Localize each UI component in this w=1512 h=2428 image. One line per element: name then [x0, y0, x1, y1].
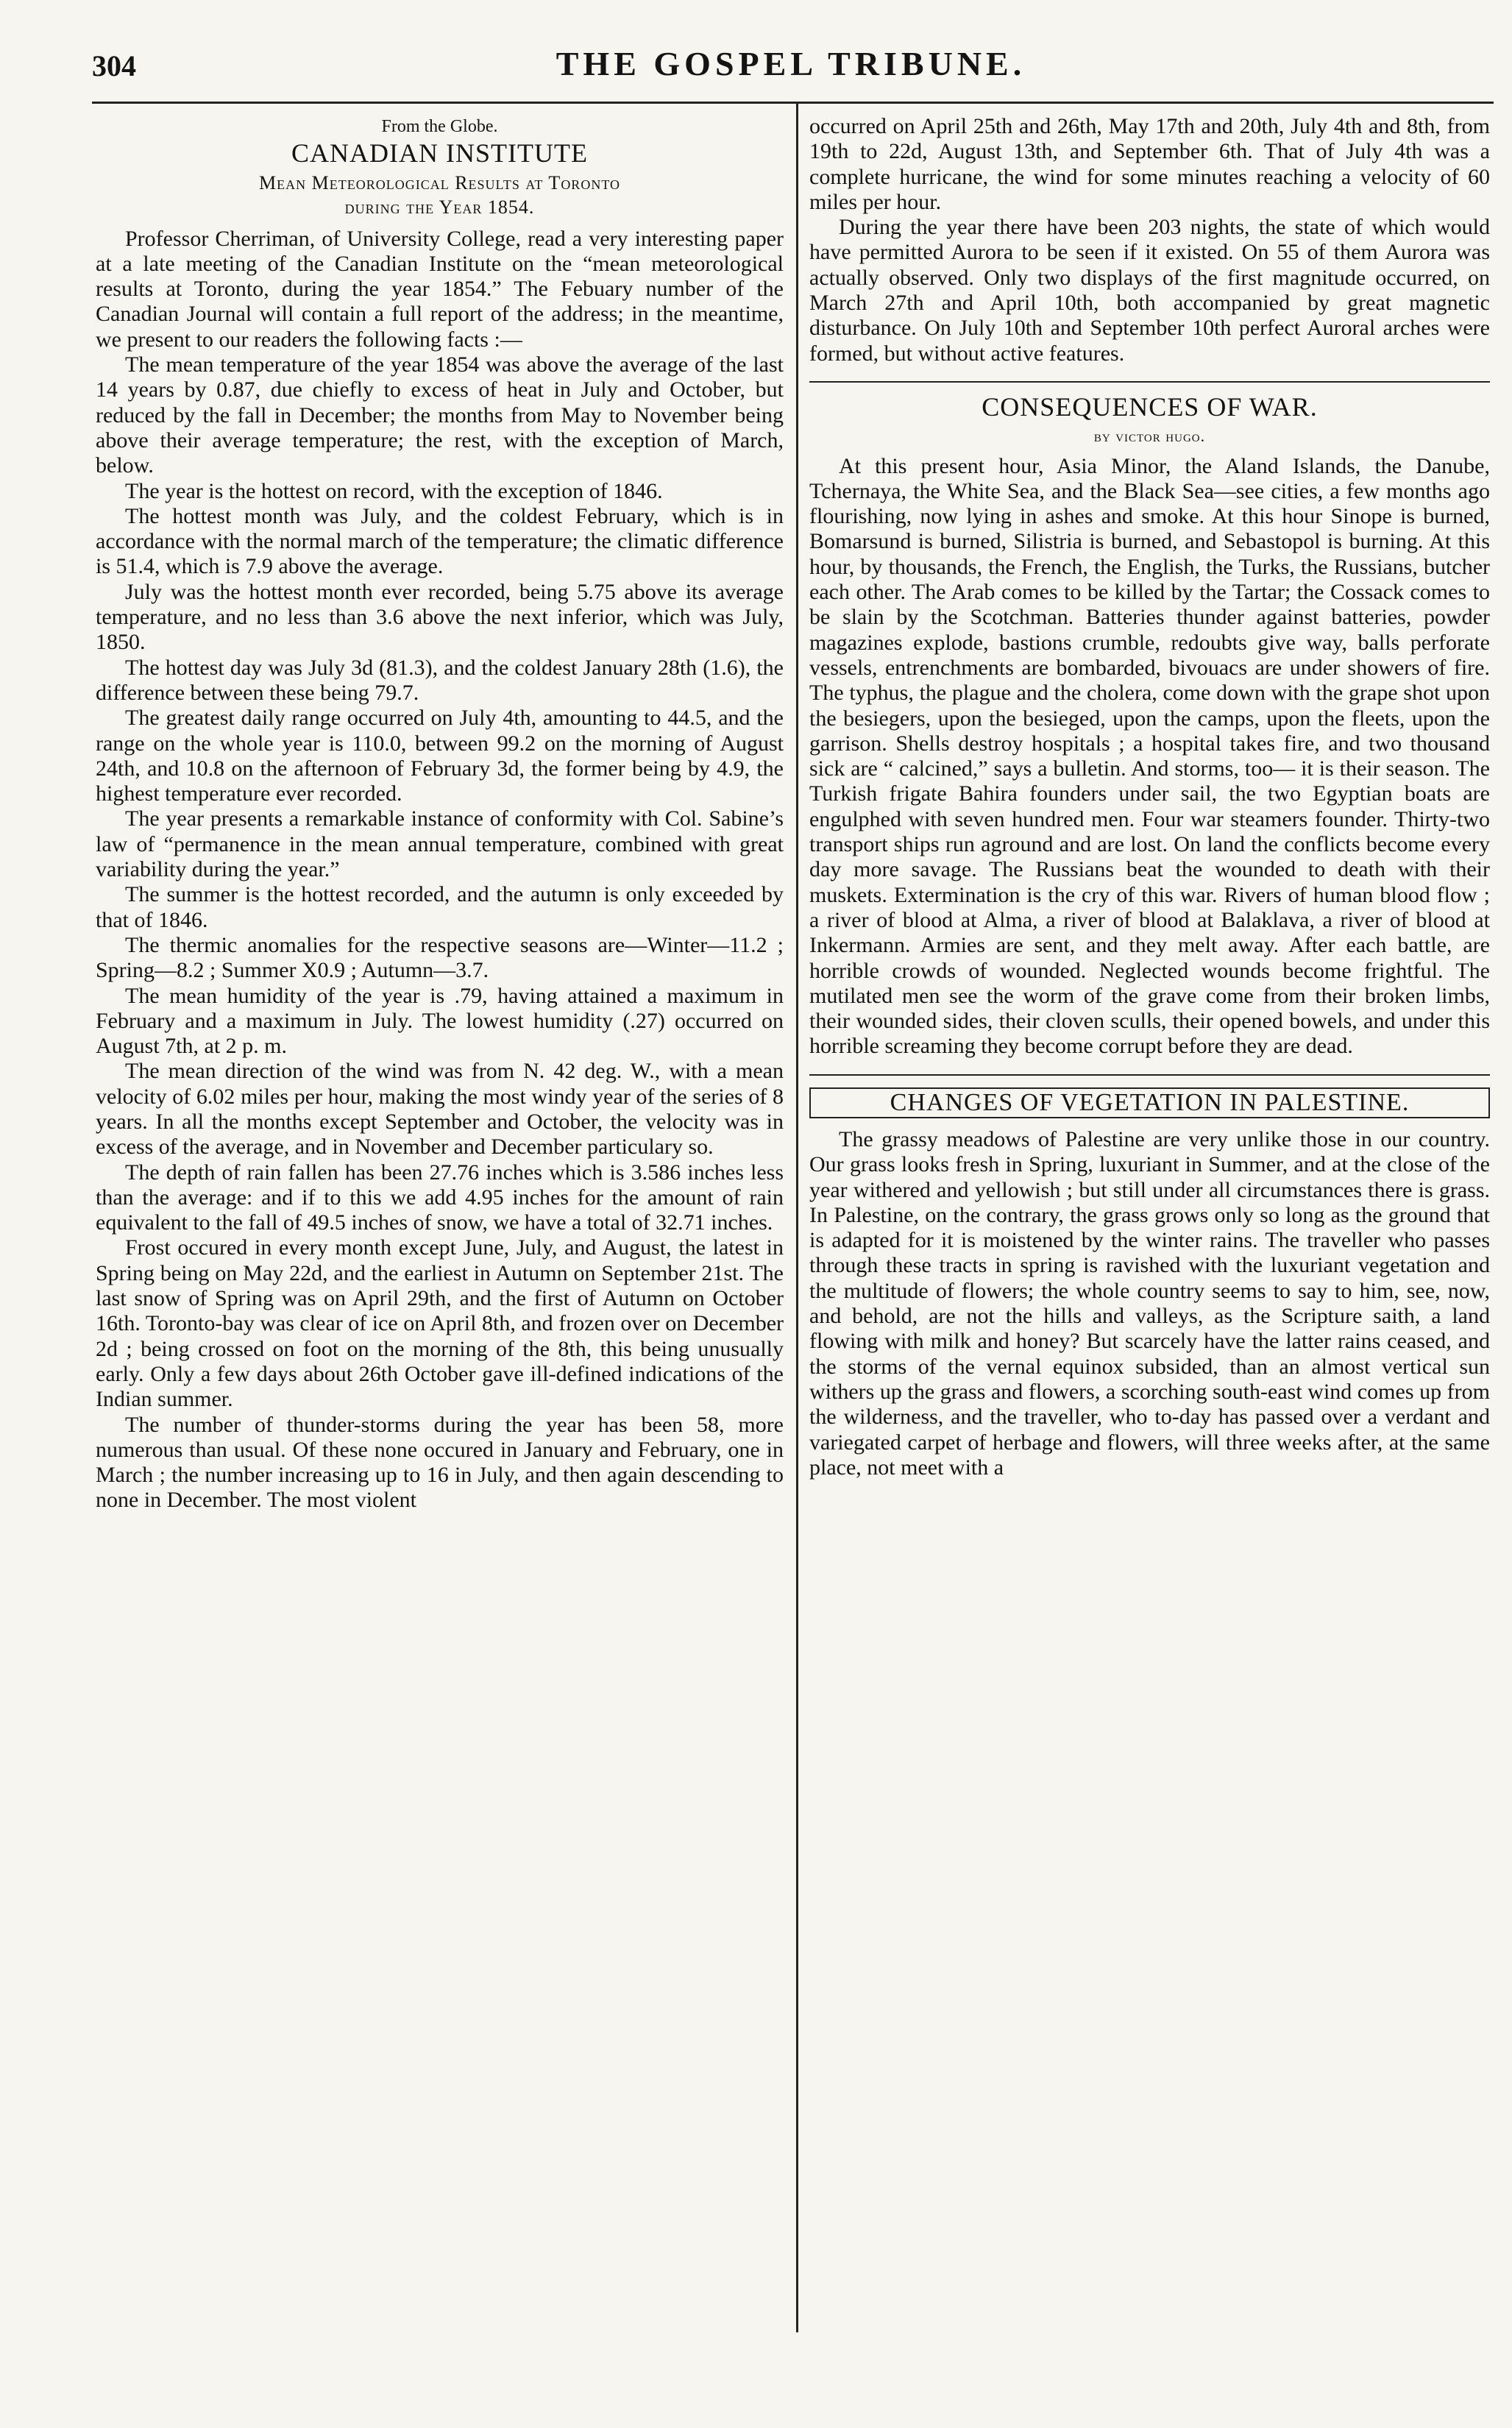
subtitle-line-2: during the Year 1854. [344, 196, 535, 218]
paragraph: The summer is the hottest recorded, and the autumn is only exceeded by that of 1846. [96, 882, 784, 932]
left-column [96, 114, 784, 2336]
right-column [809, 114, 1490, 2336]
article-subtitle [96, 171, 784, 219]
paragraph: July was the hottest month ever recorded, being 5.75 above its average temperature, and no less than 3.6 above the next inferior, which was July, 1850. [96, 579, 784, 655]
section-divider [809, 381, 1490, 383]
paragraph: The thermic anomalies for the respective seasons are—Winter—11.2 ; Spring—8.2 ; Summer X0.9 ; Autumn—3.7. [96, 932, 784, 983]
paragraph: The depth of rain fallen has been 27.76 inches which is 3.586 inches less than the average: and if to this we add 4.95 inches for the amount of rain equivalent to the fall of 49.5 inches of snow, we have a total of 32.71 inches. [96, 1160, 784, 1235]
paragraph: The hottest month was July, and the coldest February, which is in accordance with the normal march of the temperature; the climatic difference is 51.4, which is 7.9 above the average. [96, 503, 784, 579]
article-byline: by victor hugo. [1093, 427, 1206, 446]
article-title-consequences-of-war: CONSEQUENCES OF WAR. [982, 391, 1318, 422]
paragraph: The mean direction of the wind was from N. 42 deg. W., with a mean velocity of 6.02 miles per hour, making the most windy year of the series of 8 years. In all the months except September and October, the velocity was in excess of the average, and in November and December particulary so. [96, 1059, 784, 1160]
paragraph: The number of thunder-storms during the year has been 58, more numerous than usual. Of these none occured in January and February, one in March ; the number increasing up to 16 in July, and then again descending to none in December. The most violent [96, 1412, 784, 1513]
article-title-changes-of-vegetation: CHANGES OF VEGETATION IN PALESTINE. [809, 1087, 1490, 1118]
paragraph: The grassy meadows of Palestine are very unlike those in our country. Our grass looks fresh in Spring, luxuriant in Summer, and at the close of the year withered and yellowish ; but still under all circumstances there is grass. In Palestine, on the contrary, the grass grows only so long as the ground that is adapted for it is moistened by the winter rains. The traveller who passes through these tracts in spring is ravished with the luxuriant vegetation and the multitude of flowers; the whole country seems to say to him, see, now, and behold, are not the hills and valleys, as the Scripture saith, a land flowing with milk and honey? But scarcely have the latter rains ceased, and the storms of the vernal equinox subsided, than an almost vertical sun withers up the grass and flowers, a scorching south-east wind comes up from the wilderness, and the traveller, who to-day has passed over a verdant and variegated carpet of herbage and flowers, will three weeks after, at the same place, not meet with a [809, 1126, 1490, 1480]
paragraph: At this present hour, Asia Minor, the Aland Islands, the Danube, Tchernaya, the White Sea, and the Black Sea—see cities, a few months ago flourishing, now lying in ashes and smoke. At this hour Sinope is burned, Bomarsund is burned, Silistria is burned, and Sebastopol is burning. At this hour, by thousands, the French, the English, the Turks, the Russians, butcher each other. The Arab comes to be killed by the Tartar; the Cossack comes to be slain by the Scotchman. Batteries thunder against batteries, powder magazines explode, bastions crumble, redoubts give way, balls perforate vessels, entrenchments are bombarded, bivouacs are under showers of fire. The typhus, the plague and the cholera, come down with the grape shot upon the besiegers, upon the besieged, upon the camps, upon the fleets, upon the garrison. Shells destroy hospitals ; a hospital takes fire, and two thousand sick are “ calcined,” says a bulletin. And storms, too— it is their season. The Turkish frigate Bahira founders under sail, the two Egyptian boats are engulphed with seven hundred men. Four war steamers founder. Thirty-two transport ships run aground and are lost. On land the conflicts become every day more savage. The Russians beat the wounded to death with their muskets. Extermination is the cry of this war. Rivers of human blood flow ; a river of blood at Alma, a river of blood at Balaklava, a river of blood at Inkermann. Armies are sent, and they melt away. After each battle, are horrible crowds of wounded. Neglected wounds become frightful. The mutilated men see the worm of the grave come from their broken limbs, their wounded sides, their cloven sculls, their opened bowels, and under this horrible screaming they become corrupt before they are dead. [809, 453, 1490, 1059]
paragraph: Frost occured in every month except June, July, and August, the latest in Spring being on May 22d, and the earliest in Autumn on September 21st. The last snow of Spring was on April 29th, and the first of Autumn on October 16th. Toronto-bay was clear of ice on April 8th, and frozen over on December 2d ; being crossed on foot on the morning of the 8th, this being unusually early. Only a few days about 26th October gave ill-defined indications of the Indian summer. [96, 1235, 784, 1412]
paragraph: The year presents a remarkable instance of conformity with Col. Sabine’s law of “permanence in the mean annual temperature, combined with great variability during the year.” [96, 806, 784, 882]
article-title-canadian-institute: CANADIAN INSTITUTE [291, 138, 588, 168]
subtitle-line-1: Mean Meteorological Results at Toronto [259, 171, 620, 194]
paragraph: The mean humidity of the year is .79, having attained a maximum in February and a maximum in July. The lowest humidity (.27) occurred on August 7th, at 2 p. m. [96, 983, 784, 1059]
paragraph: The year is the hottest on record, with the exception of 1846. [125, 478, 663, 503]
paragraph: During the year there have been 203 nights, the state of which would have permitted Aurora to be seen if it existed. On 55 of them Aurora was actually observed. Only two displays of the first magnitude occurred, on March 27th and April 10th, both accompanied by great magnetic disturbance. On July 10th and September 10th perfect Auroral arches were formed, but without active features. [809, 215, 1490, 366]
paragraph: The greatest daily range occurred on July 4th, amounting to 44.5, and the range on the whole year is 110.0, between 99.2 on the morning of August 24th, and 10.8 on the afternoon of February 3d, the former being by 4.9, the highest temperature ever recorded. [96, 706, 784, 806]
running-title: THE GOSPEL TRIBUNE. [556, 45, 1026, 82]
column-divider [796, 103, 798, 2332]
page-number: 304 [92, 49, 136, 82]
paragraph: The hottest day was July 3d (81.3), and the coldest January 28th (1.6), the difference between these being 79.7. [96, 655, 784, 705]
section-divider [809, 1074, 1490, 1076]
article-source: From the Globe. [381, 117, 498, 136]
page-header [92, 44, 1490, 96]
header-rule [92, 102, 1494, 104]
paragraph-continued: occurred on April 25th and 26th, May 17th and 20th, July 4th and 8th, from 19th to 22d, August 13th, and September 6th. That of July 4th was a complete hurricane, the wind for some minutes reaching a velocity of 60 miles per hour. [809, 114, 1490, 214]
paragraph: The mean temperature of the year 1854 was above the average of the last 14 years by 0.87, due chiefly to excess of heat in July and October, but reduced by the fall in December; the months from May to November being above their average temperature; the rest, with the exception of March, below. [96, 352, 784, 478]
paragraph: Professor Cherriman, of University College, read a very interesting paper at a late meeting of the Canadian Institute on the “mean meteorological results at Toronto, during the year 1854.” The Febuary number of the Canadian Journal will contain a full report of the address; in the meantime, we present to our readers the following facts :— [96, 226, 784, 352]
